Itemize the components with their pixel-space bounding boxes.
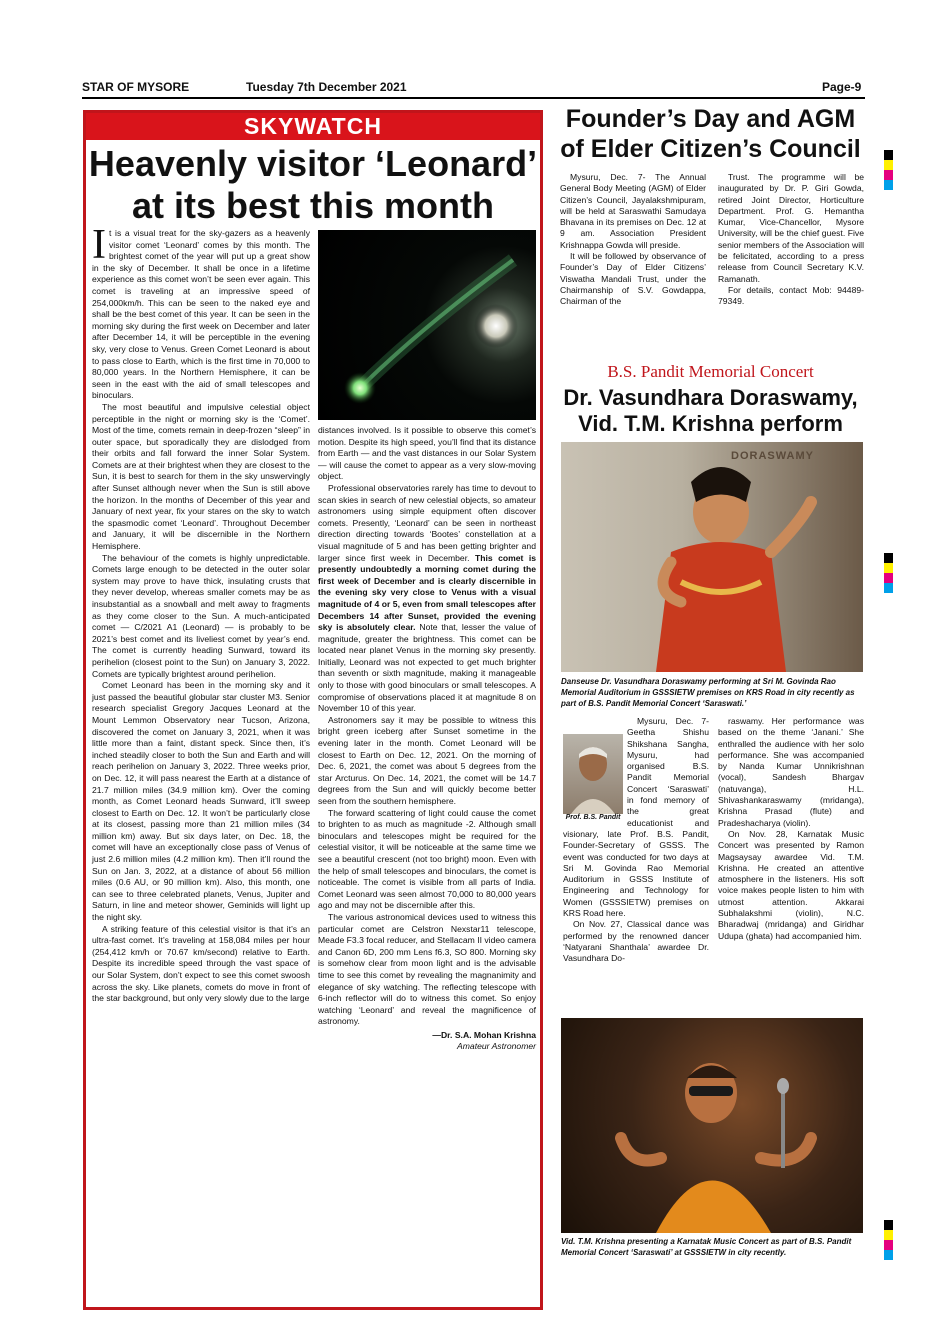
paragraph: The most beautiful and impulsive celestial object perceptible in the night or morning sky is the ‘Comet’. Most of the time, comets remain in deep-frozen “sleep” in outer space, but sporadically they are dislodged from their orbits and fall forward the inner Solar System. Comets are at their brightest when they are closest to the Sun, it is best to search for them in the sky unswervingly after Sunset although never when the Sun is still above the horizon. In the months of December of this year and January of next year, fix your stares on the sky to watch the spasmodic comet ‘Leonard’. Throughout December and January, it will be discernible in the Northern Hemisphere. [92, 401, 310, 552]
singer-caption: Vid. T.M. Krishna presenting a Karnatak Music Concert as part of B.S. Pandit Memorial Concert ‘Saraswati’ at GSSSIETW in city recently. [561, 1237, 852, 1257]
paragraph: The forward scattering of light could cause the comet to brighten to as much as magnitude -2. Although small binoculars and telescopes might be required for the celestial visitor, it will be noticeable at the same time we see a beautiful crescent (not too bright) moon. Even with the help of small telescopes and binoculars, the comet is noticeable. The comet is visible from all parts of India. Comet Leonard was seen almost 70,000 to 80,000 years ago and may not be discernible after this. [318, 807, 536, 911]
bold-highlight: This comet is presently undoubtedly a morning comet during the first week of December and is clearly discernible in the evening sky very close to Venus with a visual magnitude of 4 or 5, even from small telescopes after Decembers 14 after Sunset, provided the evening sky is absolutely clear. [318, 552, 537, 633]
paragraph: A striking feature of this celestial visitor is that it’s an ultra-fast comet. It’s traveling at 158,084 miles per hour (254,412 km/h or 70.67 km/second) relative to Earth. Despite its incredible speed through the vast space of our Solar System, don’t expect to see this comet swoosh across the sky. Like planets, comets do move in front of the star background, but only very slowly due to the large [92, 923, 310, 1004]
paragraph-part: Note that, lesser the value of magnitude, greater the brightness. This comet can be located near planet Venus in the morning sky presently. Initially, Leonard was not expected to get much brighter than seventh or sixth magnitude, making it manageable only to those with good binoculars or small telescopes. A compromise of observations placed it at magnitude 8 on November 10 of this year. [318, 622, 537, 714]
paragraph: Astronomers say it may be possible to witness this bright green iceberg after Sunset sometime in the evening later in the month. Comet Leonard will be closest to Earth on Dec. 12, 2021. On the morning of Dec. 6, 2021, the comet was about 5 degrees from the star Arcturus. On Dec. 14, 2021, the comet will be 14.7 degrees from the Sun and will quickly become better seen from the southern hemisphere. [318, 714, 536, 806]
headline-line2: Vid. T.M. Krishna perform [578, 411, 843, 436]
headline-line2: of Elder Citizen’s Council [560, 135, 861, 163]
portrait-float-space [563, 716, 627, 828]
paragraph: Mysuru, Dec. 7- Geetha Shishu Shikshana Sangha, Mysuru, had organised B.S. Pandit Memorial Concert ‘Saraswati’ in fond memory of the great educationist and visionary, late Prof. B.S. Pandit, Founder-Secretary of GSSS. The event was conducted for two days at Sri M. Govinda Rao Memorial Auditorium in GSSS Institute of Engineering and Technology for Women (GSSSIETW) premises on KRS Road here. [563, 716, 709, 919]
header-rule [82, 97, 865, 99]
registration-strip [884, 1220, 893, 1260]
paragraph: Mysuru, Dec. 7- The Annual General Body Meeting (AGM) of Elder Citizen’s Council, Jayalakshmipuram, will be held at Saraswathi Samudaya Bhavana in its premises on Dec. 12 at 9 am. Association President Krishnappa Gowda will preside. [560, 172, 706, 250]
founders-column-2 [718, 172, 864, 308]
singer-illustration [561, 1018, 863, 1233]
headline-line2: at its best this month [131, 185, 495, 226]
paragraph: For details, contact Mob: 94489-79349. [718, 284, 864, 307]
concert-kicker: B.S. Pandit Memorial Concert [607, 362, 814, 381]
backdrop-text: DORASWAMY [731, 450, 814, 462]
dancer-photo [561, 442, 863, 672]
headline-line1: Dr. Vasundhara Doraswamy, [563, 385, 858, 410]
paragraph: Trust. The programme will be inaugurated by Dr. P. Giri Gowda, retired Joint Director, Horticulture Department. Prof. G. Hemantha Kumar, Vice-Chancellor, Mysore University, will be the chief guest. Five senior members of the Association will be felicitated, according to a press release from Council Secretary K.V. Ramanath. [718, 172, 864, 284]
founders-headline [558, 104, 863, 164]
byline: —Dr. S.A. Mohan Krishna [432, 1029, 536, 1040]
dancer-illustration [561, 442, 863, 672]
section-title: SKYWATCH [86, 113, 540, 140]
headline-line1: Founder’s Day and AGM [565, 105, 856, 133]
singer-photo [561, 1018, 863, 1233]
paragraph-part: Professional observatories rarely has time to devout to scan skies in search of new celestial objects, so amateur astronomers using simple equipment often discover comets. Presently, ‘Leonard’ can be seen in northeast direction directing towards ‘Bootes’ constellation at a visual magnitude of 5 and has been getting brighter and larger since first week in December. [318, 482, 536, 563]
skywatch-column-1 [92, 222, 310, 1005]
paragraph: It will be followed by observance of Founder’s Day of Elder Citizens’ Viswatha Mandali Trust, under the Chairmanship of S.V. Gowdappa, Chairman of the [560, 251, 706, 307]
comet-illustration [328, 240, 518, 420]
drop-cap: I [92, 222, 106, 268]
portrait-caption: Prof. B.S. Pandit [565, 814, 621, 821]
paragraph: On Nov. 27, Classical dance was performed by the renowned dancer ‘Natyarani Shanthala’ awardee Dr. Vasundhara Do- [563, 919, 709, 964]
concert-column-1 [563, 716, 709, 965]
dancer-caption: Danseuse Dr. Vasundhara Doraswamy performing at Sri M. Govinda Rao Memorial Auditorium in GSSSIETW premises on KRS Road in city recently as part of B.S. Pandit Memorial Concert ‘Saraswati.’ [561, 677, 855, 708]
concert-column-2 [718, 716, 864, 942]
founders-column-1 [560, 172, 706, 308]
paragraph: distances involved. Is it possible to observe this comet’s motion. Despite its high speed, you’ll find that its distance from Earth — and the vast distances in our Solar System — will cause the comet to appear as a very slow-moving object. [318, 425, 536, 482]
byline-role: Amateur Astronomer [457, 1041, 536, 1052]
paragraph: raswamy. Her performance was based on the theme ‘Janani.’ She enthralled the audience with her solo performance. She was accompanied by Nanda Kumar Unnikrishnan (vocal), Sandesh Bhargav (natuvanga), H.L. Shivashankaraswamy (mridanga), Krishna Prasad (flute) and Pradeshacharya (violin). [718, 716, 864, 828]
paragraph: The various astronomical devices used to witness this particular comet are Celstron Nexstar11 telescope, Meade F3.3 focal reducer, and Stellacam II video camera and Canon 6D, 200 mm Lens f6.3, SO 800. Morning sky is somehow clear from moon light and is the advisable time to see this comet by revealing the magnanimity and elegance of sky watching. The reflecting telescope with 6-inch reflector will do to witness this comet. So enjoy watching ‘Leonard’ and reveal the magnificence of astronomy. [318, 911, 536, 1027]
skywatch-column-2 [318, 425, 536, 1053]
headline-line1: Heavenly visitor ‘Leonard’ [88, 143, 538, 184]
registration-strip [884, 150, 893, 190]
issue-date: Tuesday 7th December 2021 [246, 80, 407, 94]
paragraph: t is a visual treat for the sky-gazers as a heavenly visitor comet ‘Leonard’ comes by this month. The brightest comet of the year will put up a great show in the sky of December. It shall be once in a lifetime experience as this comet won’t be seen ever again. This comet is traveling at an impressive speed of 254,000km/h. This can be seen to the naked eye and shall be the best comet of this year. It can be seen in the morning sky during the first week on December and later after December 14, it will be perceptible in the evening sky, very close to Venus. Green Comet Leonard is about to pass close to Earth, which is the first time in 70,000 to 80,000 years. In the Northern Hemisphere, it can be seen in the east with the aid of small telescopes and binoculars. [92, 228, 310, 401]
comet-photo [318, 230, 536, 420]
paragraph: Comet Leonard has been in the morning sky and it just passed the beautiful globular star cluster M3. Senior research specialist Gregory Jacques Leonard at the Mount Lemmon Observatory near Tucson, Arizona, discovered the comet on January 3, 2021, when it was little more than a faint, distant speck. Since then, it’s inched steadily closer to both the Sun and Earth and will reach perihelion on January 3, 2022. Three weeks prior, on Dec. 12, it will pass nearest the Earth at a distance of 21.7 million miles (34.9 million km). Over the coming month, as Comet Leonard heads Sunward, it’ll sweep closest to Earth on Dec. 12. It won’t be particularly close at its closest, passing more than 21 million miles (34 million km) away. But six days later, on Dec. 18, the comet will have an exceptionally close pass of Venus of just 2.6 million miles (4.2 million km). Then it’ll round the Sun on Jan. 3, 2022, at a distance of about 56 million miles (0.6 AU, or 90 million km). Also, this month, one can see to three celebrated planets, Venus, Jupiter and Saturn, in line and meteor shower, Geminids will light up the night sky. [92, 680, 310, 923]
skywatch-headline [86, 143, 540, 227]
paragraph: On Nov. 28, Karnatak Music Concert was presented by Ramon Magsaysay awardee Vid. T.M. Krishna. He created an attentive atmosphere in the listeners. His soft voice makes people listen to him with utmost attention. Akkarai Subhalakshmi (violin), N.C. Bharadwaj (mridanga) and Giridhar Udupa (ghata) had accompanied him. [718, 828, 864, 941]
concert-headline [558, 385, 863, 437]
paragraph: The behaviour of the comets is highly unpredictable. Comets large enough to be detected in the outer solar system may prove to have thick, insulating crusts that they never develop, whereas smaller comets may be as insubstantial as a snowball and melt away to fragments as they come closer to the Sun. A much-anticipated comet — C/2021 A1 (Leonard) — is probably to be 2021’s best comet and its liveliest comet by year’s end. The comet is currently heading Sunward, toward its perihelion (closest point to the Sun) on January 3, 2022. Comets are typically brightest around perihelion. [92, 552, 310, 679]
paper-name: STAR OF MYSORE [82, 80, 190, 94]
registration-strip [884, 553, 893, 593]
page-number: Page-9 [822, 80, 862, 94]
